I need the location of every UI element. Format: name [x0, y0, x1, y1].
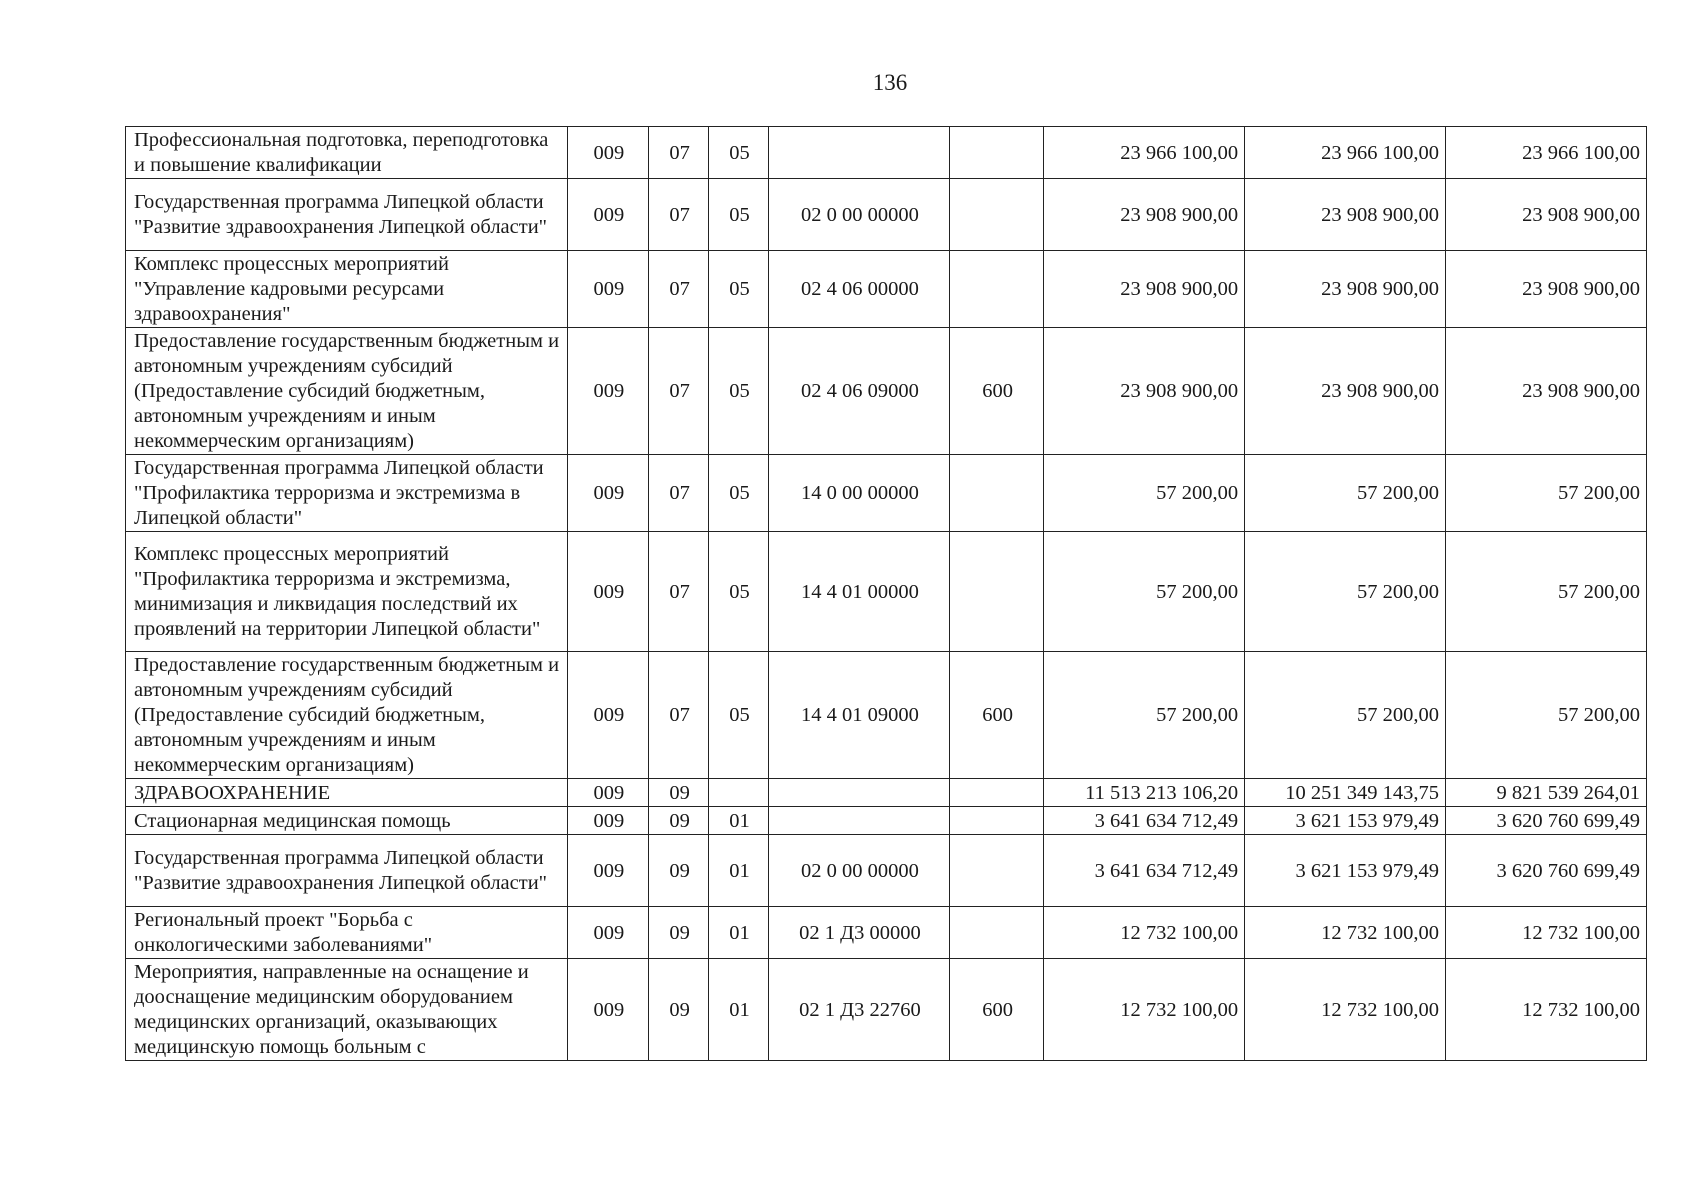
- expense-code: [950, 532, 1044, 652]
- expense-code: [950, 835, 1044, 907]
- expense-code: [950, 455, 1044, 532]
- sum-year-2: 23 908 900,00: [1245, 179, 1446, 251]
- section-code: 07: [648, 328, 708, 455]
- target-code: 02 0 00 00000: [768, 835, 949, 907]
- sum-year-3: 9 821 539 264,01: [1446, 779, 1647, 807]
- subsection-code: 01: [709, 807, 768, 835]
- ministry-code: 009: [567, 907, 648, 959]
- sum-year-3: 12 732 100,00: [1446, 907, 1647, 959]
- section-code: 09: [648, 907, 708, 959]
- row-name: Предоставление государственным бюджетным и автономным учреждениям субсидий (Предоставление субсидий бюджетным, автономным учреждениям и иным некоммерческим организациям): [126, 328, 568, 455]
- subsection-code: 05: [709, 179, 768, 251]
- sum-year-3: 12 732 100,00: [1446, 959, 1647, 1061]
- sum-year-1: 23 908 900,00: [1044, 328, 1245, 455]
- row-name: Государственная программа Липецкой области "Развитие здравоохранения Липецкой области": [126, 179, 568, 251]
- section-code: 09: [648, 779, 708, 807]
- table-row: [126, 251, 1647, 328]
- ministry-code: 009: [567, 532, 648, 652]
- row-name: Комплекс процессных мероприятий "Управление кадровыми ресурсами здравоохранения": [126, 251, 568, 328]
- subsection-code: 05: [709, 251, 768, 328]
- table-row: [126, 807, 1647, 835]
- expense-code: [950, 907, 1044, 959]
- subsection-code: 05: [709, 652, 768, 779]
- row-name: Стационарная медицинская помощь: [126, 807, 568, 835]
- sum-year-3: 23 966 100,00: [1446, 127, 1647, 179]
- expense-code: [950, 807, 1044, 835]
- sum-year-2: 10 251 349 143,75: [1245, 779, 1446, 807]
- sum-year-2: 12 732 100,00: [1245, 907, 1446, 959]
- table-row: [126, 455, 1647, 532]
- sum-year-1: 12 732 100,00: [1044, 959, 1245, 1061]
- sum-year-1: 3 641 634 712,49: [1044, 807, 1245, 835]
- row-name: Комплекс процессных мероприятий "Профилактика терроризма и экстремизма, минимизация и ликвидация последствий их проявлений на территории Липецкой области": [126, 532, 568, 652]
- sum-year-2: 3 621 153 979,49: [1245, 835, 1446, 907]
- row-name: Профессиональная подготовка, переподготовка и повышение квалификации: [126, 127, 568, 179]
- expense-code: [950, 251, 1044, 328]
- sum-year-1: 57 200,00: [1044, 652, 1245, 779]
- section-code: 07: [648, 127, 708, 179]
- table-body: [126, 127, 1647, 1061]
- ministry-code: 009: [567, 179, 648, 251]
- sum-year-2: 57 200,00: [1245, 652, 1446, 779]
- row-name: Предоставление государственным бюджетным и автономным учреждениям субсидий (Предоставление субсидий бюджетным, автономным учреждениям и иным некоммерческим организациям): [126, 652, 568, 779]
- expense-code: [950, 179, 1044, 251]
- sum-year-3: 23 908 900,00: [1446, 251, 1647, 328]
- ministry-code: 009: [567, 835, 648, 907]
- sum-year-2: 23 908 900,00: [1245, 251, 1446, 328]
- ministry-code: 009: [567, 779, 648, 807]
- budget-table: [125, 126, 1647, 1061]
- subsection-code: 05: [709, 127, 768, 179]
- target-code: 14 4 01 00000: [768, 532, 949, 652]
- sum-year-2: 57 200,00: [1245, 455, 1446, 532]
- sum-year-2: 3 621 153 979,49: [1245, 807, 1446, 835]
- table-row: [126, 532, 1647, 652]
- subsection-code: 05: [709, 328, 768, 455]
- subsection-code: 05: [709, 455, 768, 532]
- table-row: [126, 779, 1647, 807]
- sum-year-1: 57 200,00: [1044, 455, 1245, 532]
- sum-year-3: 57 200,00: [1446, 652, 1647, 779]
- section-code: 09: [648, 835, 708, 907]
- section-code: 07: [648, 455, 708, 532]
- table-row: [126, 652, 1647, 779]
- table-row: [126, 328, 1647, 455]
- expense-code: 600: [950, 328, 1044, 455]
- target-code: [768, 807, 949, 835]
- section-code: 07: [648, 251, 708, 328]
- target-code: [768, 779, 949, 807]
- target-code: 02 1 Д3 00000: [768, 907, 949, 959]
- expense-code: 600: [950, 959, 1044, 1061]
- sum-year-1: 23 908 900,00: [1044, 179, 1245, 251]
- row-name: Государственная программа Липецкой области "Развитие здравоохранения Липецкой области": [126, 835, 568, 907]
- sum-year-1: 11 513 213 106,20: [1044, 779, 1245, 807]
- ministry-code: 009: [567, 455, 648, 532]
- sum-year-2: 57 200,00: [1245, 532, 1446, 652]
- target-code: 02 4 06 09000: [768, 328, 949, 455]
- sum-year-1: 23 966 100,00: [1044, 127, 1245, 179]
- section-code: 07: [648, 652, 708, 779]
- row-name: Государственная программа Липецкой области "Профилактика терроризма и экстремизма в Липецкой области": [126, 455, 568, 532]
- ministry-code: 009: [567, 807, 648, 835]
- sum-year-2: 23 908 900,00: [1245, 328, 1446, 455]
- ministry-code: 009: [567, 328, 648, 455]
- table-row: [126, 835, 1647, 907]
- subsection-code: [709, 779, 768, 807]
- ministry-code: 009: [567, 127, 648, 179]
- sum-year-2: 23 966 100,00: [1245, 127, 1446, 179]
- subsection-code: 01: [709, 959, 768, 1061]
- sum-year-3: 57 200,00: [1446, 455, 1647, 532]
- table-row: [126, 179, 1647, 251]
- target-code: [768, 127, 949, 179]
- target-code: 02 0 00 00000: [768, 179, 949, 251]
- table-row: [126, 959, 1647, 1061]
- sum-year-1: 3 641 634 712,49: [1044, 835, 1245, 907]
- ministry-code: 009: [567, 959, 648, 1061]
- subsection-code: 01: [709, 835, 768, 907]
- sum-year-1: 23 908 900,00: [1044, 251, 1245, 328]
- sum-year-1: 57 200,00: [1044, 532, 1245, 652]
- section-code: 09: [648, 959, 708, 1061]
- expense-code: [950, 779, 1044, 807]
- table-row: [126, 907, 1647, 959]
- sum-year-1: 12 732 100,00: [1044, 907, 1245, 959]
- target-code: 02 4 06 00000: [768, 251, 949, 328]
- sum-year-3: 23 908 900,00: [1446, 328, 1647, 455]
- sum-year-3: 3 620 760 699,49: [1446, 835, 1647, 907]
- expense-code: 600: [950, 652, 1044, 779]
- sum-year-3: 3 620 760 699,49: [1446, 807, 1647, 835]
- expense-code: [950, 127, 1044, 179]
- section-code: 09: [648, 807, 708, 835]
- section-code: 07: [648, 532, 708, 652]
- table-row: [126, 127, 1647, 179]
- target-code: 14 0 00 00000: [768, 455, 949, 532]
- subsection-code: 01: [709, 907, 768, 959]
- page-number: 136: [872, 70, 908, 95]
- ministry-code: 009: [567, 251, 648, 328]
- sum-year-3: 23 908 900,00: [1446, 179, 1647, 251]
- target-code: 02 1 Д3 22760: [768, 959, 949, 1061]
- row-name: ЗДРАВООХРАНЕНИЕ: [126, 779, 568, 807]
- target-code: 14 4 01 09000: [768, 652, 949, 779]
- row-name: Региональный проект "Борьба с онкологическими заболеваниями": [126, 907, 568, 959]
- row-name: Мероприятия, направленные на оснащение и дооснащение медицинским оборудованием медицинских организаций, оказывающих медицинскую помощь больным с: [126, 959, 568, 1061]
- ministry-code: 009: [567, 652, 648, 779]
- sum-year-2: 12 732 100,00: [1245, 959, 1446, 1061]
- section-code: 07: [648, 179, 708, 251]
- subsection-code: 05: [709, 532, 768, 652]
- sum-year-3: 57 200,00: [1446, 532, 1647, 652]
